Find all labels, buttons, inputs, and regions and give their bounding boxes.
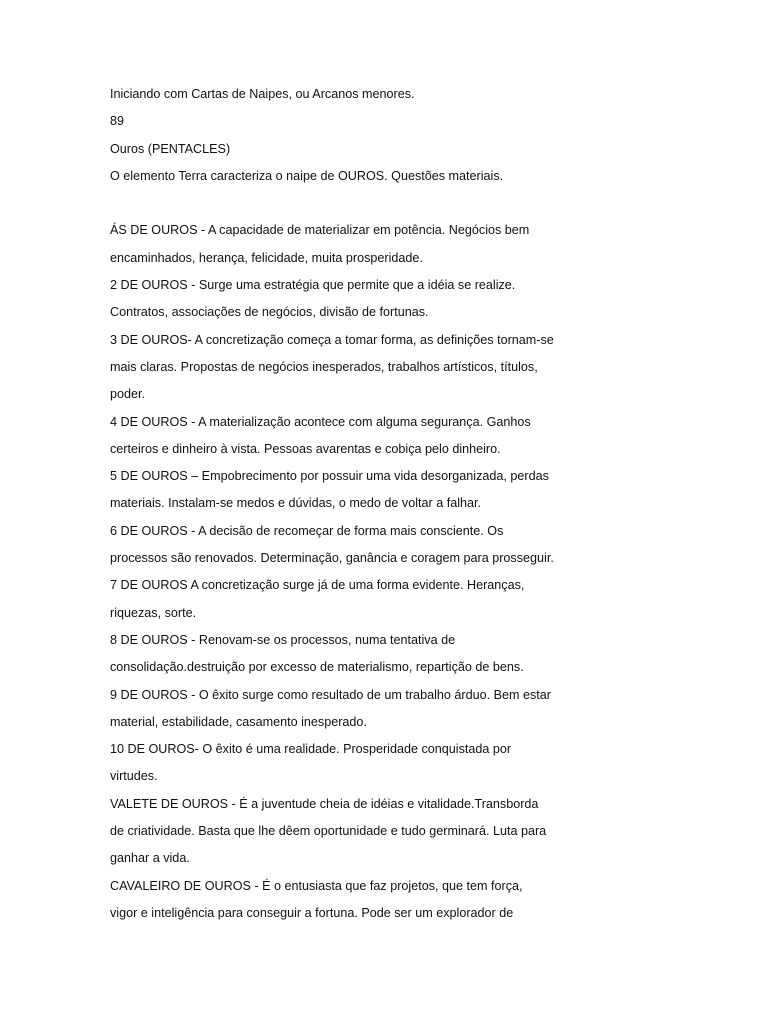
text-line: 7 DE OUROS A concretização surge já de uma forma evidente. Heranças,	[110, 578, 525, 593]
text-line: mais claras. Propostas de negócios inesperados, trabalhos artísticos, títulos,	[110, 359, 538, 374]
text-line: 3 DE OUROS- A concretização começa a tomar forma, as definições tornam-se	[110, 332, 554, 347]
text-line: riquezas, sorte.	[110, 605, 197, 620]
text-line: 9 DE OUROS - O êxito surge como resultado de um trabalho árduo. Bem estar	[110, 687, 551, 702]
text-line: 2 DE OUROS - Surge uma estratégia que permite que a idéia se realize.	[110, 278, 516, 293]
text-line: ganhar a vida.	[110, 851, 190, 866]
section-title: Ouros (PENTACLES)	[110, 141, 231, 156]
document-page	[110, 84, 710, 930]
text-line: Contratos, associações de negócios, divisão de fortunas.	[110, 305, 429, 320]
blank-line	[110, 193, 710, 220]
text-line: VALETE DE OUROS - É a juventude cheia de idéias e vitalidade.Transborda	[110, 796, 539, 811]
section-description: O elemento Terra caracteriza o naipe de OUROS. Questões materiais.	[110, 168, 504, 183]
text-line: CAVALEIRO DE OUROS - É o entusiasta que faz projetos, que tem força,	[110, 878, 523, 893]
text-line: virtudes.	[110, 769, 158, 784]
text-line: consolidação.destruição por excesso de materialismo, repartição de bens.	[110, 660, 524, 675]
text-line: 6 DE OUROS - A decisão de recomeçar de forma mais consciente. Os	[110, 523, 504, 538]
text-line: certeiros e dinheiro à vista. Pessoas avarentas e cobiça pelo dinheiro.	[110, 441, 501, 456]
text-line: 10 DE OUROS- O êxito é uma realidade. Prosperidade conquistada por	[110, 742, 512, 757]
page-number: 89	[110, 114, 125, 129]
text-line: 8 DE OUROS - Renovam-se os processos, numa tentativa de	[110, 632, 456, 647]
text-line: ÁS DE OUROS - A capacidade de materializar em potência. Negócios bem	[110, 223, 530, 238]
text-line: material, estabilidade, casamento inesperado.	[110, 714, 367, 729]
intro-line: Iniciando com Cartas de Naipes, ou Arcanos menores.	[110, 87, 415, 101]
text-line: materiais. Instalam-se medos e dúvidas, o medo de voltar a falhar.	[110, 496, 481, 511]
text-line: 4 DE OUROS - A materialização acontece com alguma segurança. Ganhos	[110, 414, 531, 429]
text-line: encaminhados, herança, felicidade, muita prosperidade.	[110, 250, 423, 265]
text-line: 5 DE OUROS – Empobrecimento por possuir uma vida desorganizada, perdas	[110, 469, 549, 484]
text-line: vigor e inteligência para conseguir a fortuna. Pode ser um explorador de	[110, 905, 514, 920]
text-line: poder.	[110, 387, 146, 402]
text-line: de criatividade. Basta que lhe dêem oportunidade e tudo germinará. Luta para	[110, 824, 547, 839]
text-line: processos são renovados. Determinação, ganância e coragem para prosseguir.	[110, 551, 554, 566]
